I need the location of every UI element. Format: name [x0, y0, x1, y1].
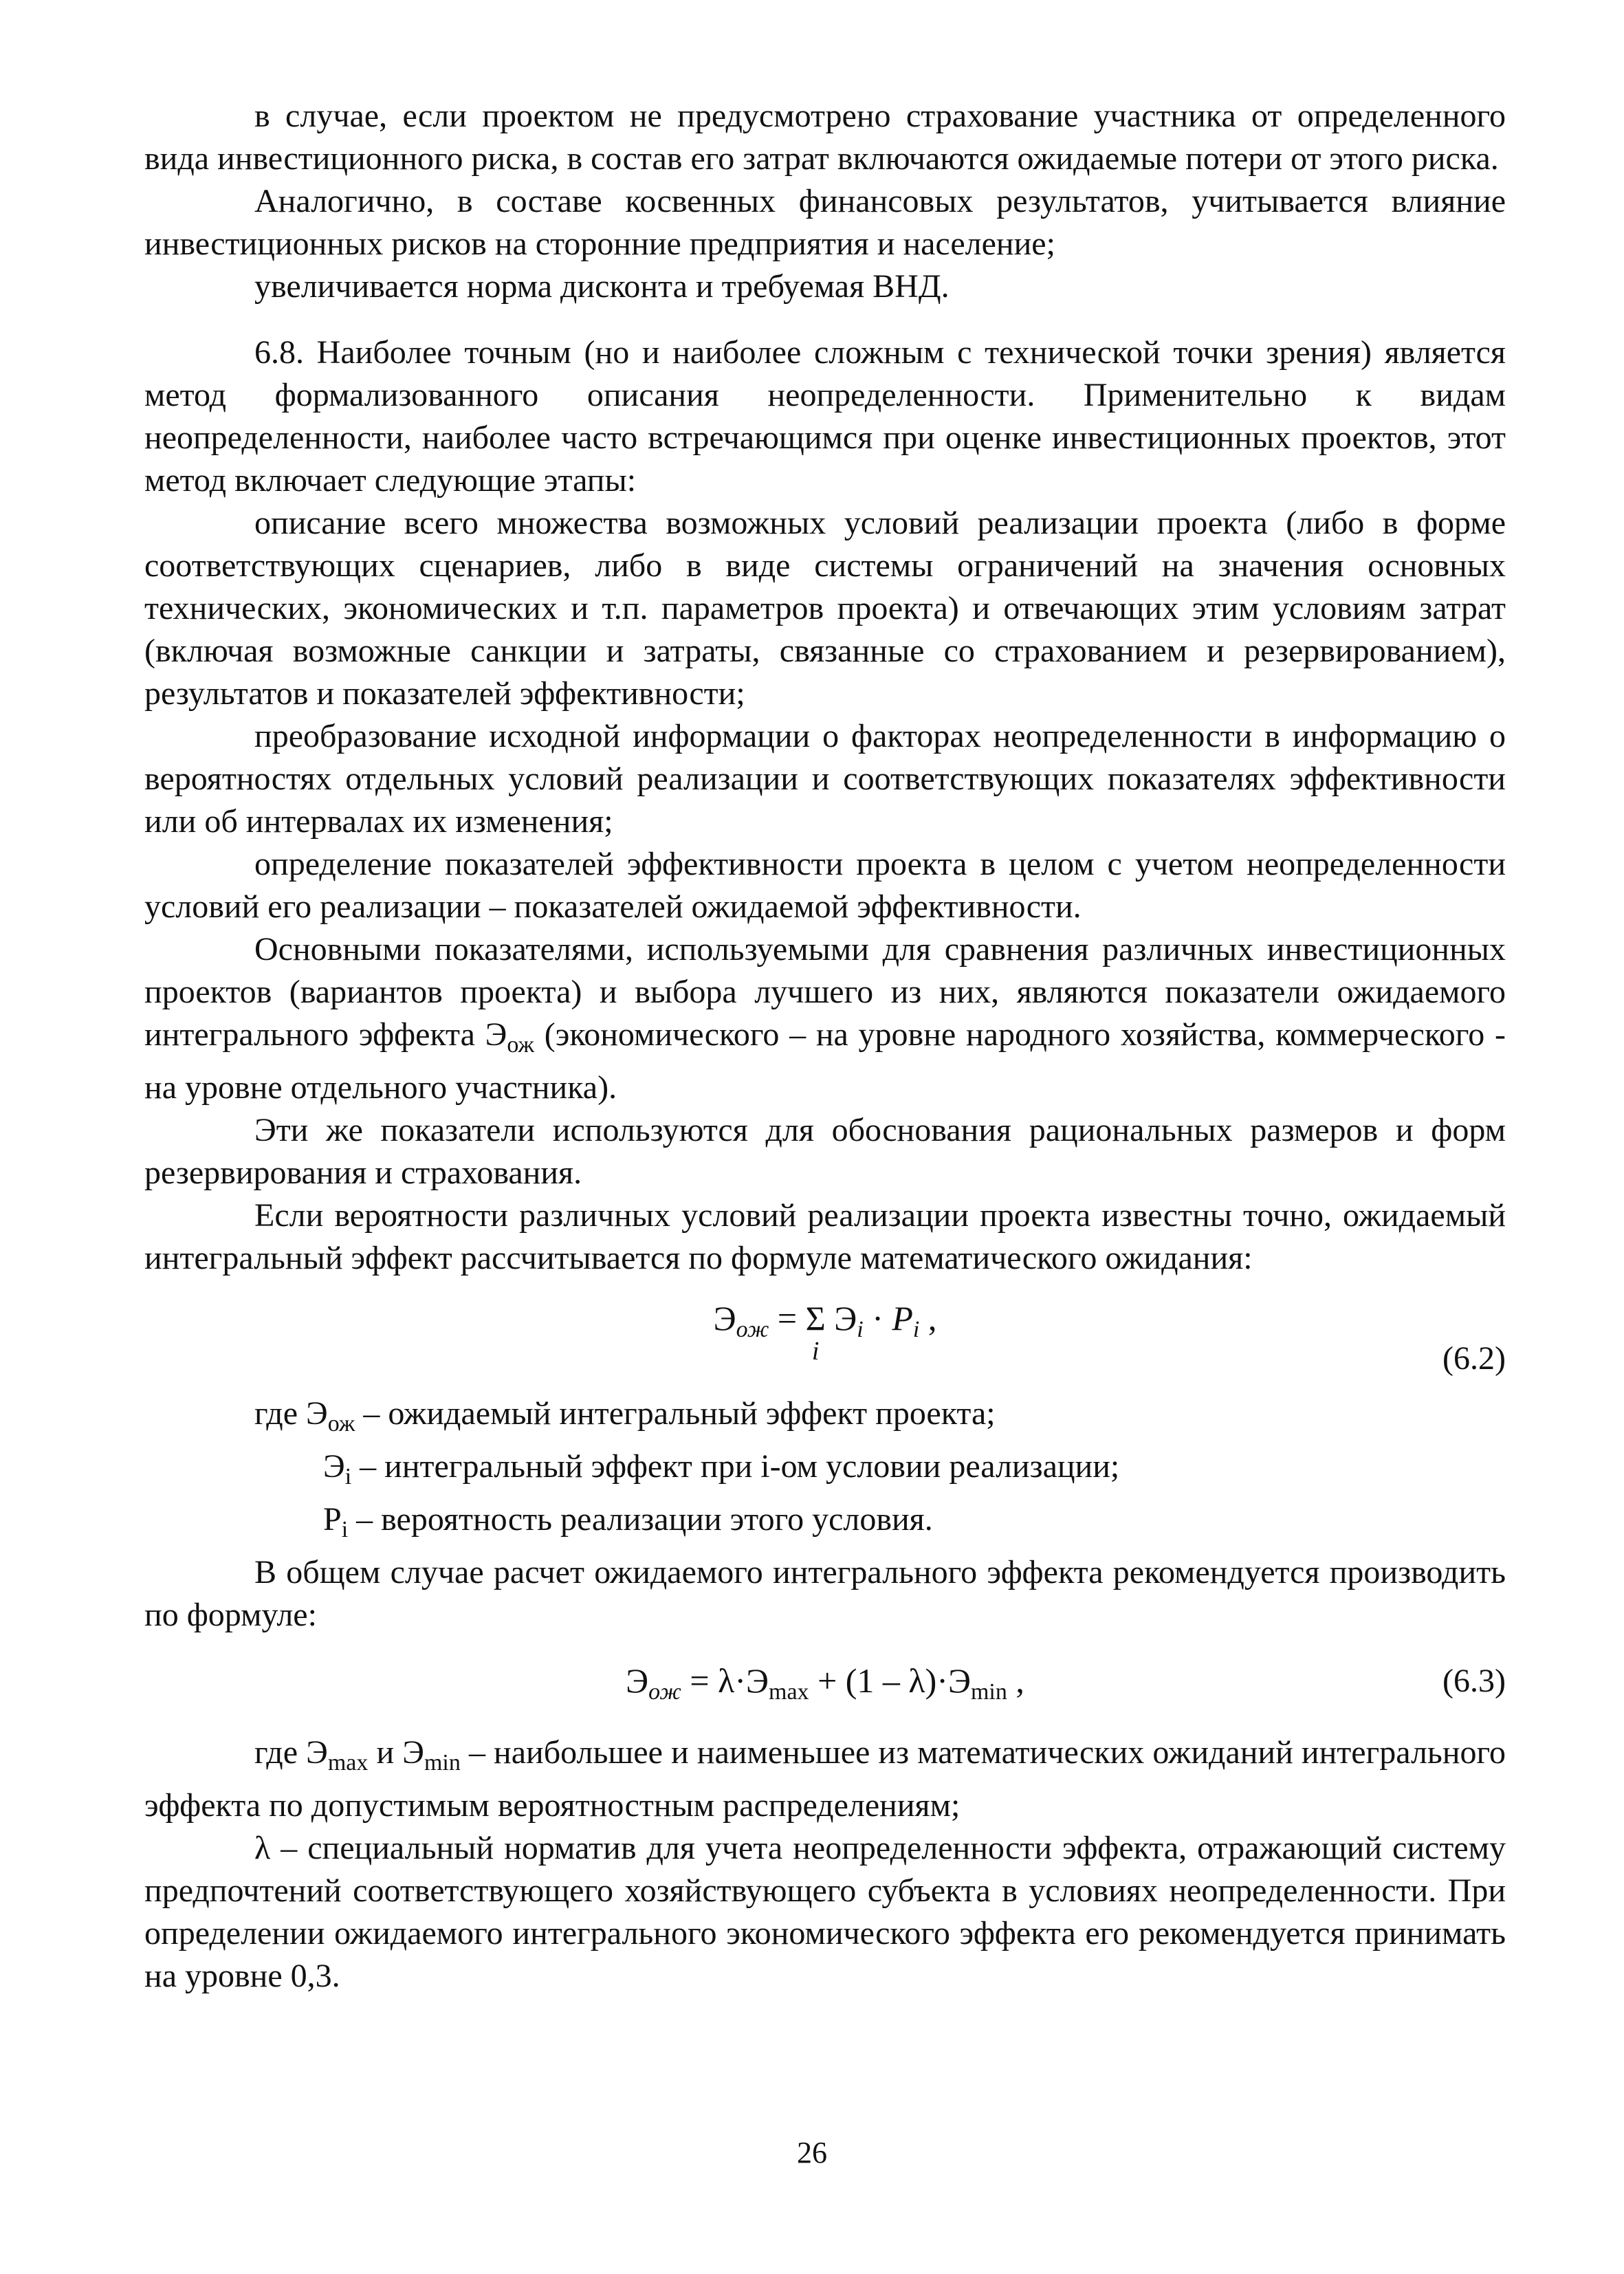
- formula-6-2-definitions: [144, 1392, 1506, 1551]
- formula-number-6-3: (6.3): [1442, 1663, 1506, 1699]
- document-page: [144, 95, 1506, 1998]
- formula-6-3-part1: = λ·Э: [681, 1661, 769, 1700]
- formula-6-3-part2: + (1 – λ)·Э: [809, 1661, 971, 1700]
- formula-6-2-p: P: [892, 1299, 913, 1337]
- page-number: 26: [797, 2136, 827, 2169]
- paragraph-general-case: В общем случае расчет ожидаемого интегрального эффекта рекомендуется производить по формуле:: [144, 1554, 1506, 1633]
- formula-6-2-eq: =: [769, 1299, 806, 1337]
- formula-6-2-lhs-sub: ож: [736, 1317, 769, 1342]
- def-1-text: – ожидаемый интегральный эффект проекта;: [355, 1395, 996, 1432]
- def-63-min: min: [424, 1750, 461, 1775]
- formula-6-3-lhs: Э: [626, 1661, 649, 1700]
- def-2-prefix: Э: [323, 1448, 345, 1485]
- main-indicators-sub: ож: [507, 1032, 535, 1058]
- formula-6-3-tail: ,: [1007, 1661, 1024, 1700]
- paragraph-risk-losses: в случае, если проектом не предусмотрено страхование участника от определенного вида инвестиционного риска, в состав его затрат включаются ожидаемые потери от этого риска.: [144, 98, 1506, 177]
- def-2-sub: i: [344, 1464, 352, 1489]
- section-6-8-intro: 6.8. Наиболее точным (но и наиболее сложным с технической точки зрения) является метод формализованного описания неопределенности. Применительно к видам неопределенности, наиболее часто встречающимся при оценке инвестиционных проектов, этот метод включает следующие этапы:: [144, 334, 1506, 499]
- formula-6-3-min: min: [970, 1679, 1007, 1705]
- sum-sign: Σ: [805, 1299, 826, 1337]
- paragraph-main-indicators: [144, 928, 1506, 1109]
- paragraph-if-probabilities: Если вероятности различных условий реализации проекта известны точно, ожидаемый интегральный эффект рассчитывается по формуле математического ожидания:: [144, 1197, 1506, 1276]
- def-1-sub: ож: [327, 1411, 355, 1436]
- formula-number-6-2: (6.2): [1442, 1340, 1506, 1377]
- def-2-text: – интегральный эффект при i-ом условии реализации;: [351, 1448, 1120, 1485]
- sum-index: i: [811, 1337, 820, 1366]
- def-3-prefix: P: [323, 1501, 342, 1538]
- paragraph-discount-rate: увеличивается норма дисконта и требуемая ВНД.: [254, 268, 950, 305]
- def-63-max: max: [327, 1750, 369, 1775]
- formula-6-2-lhs: Э: [713, 1299, 736, 1337]
- def-63-prefix: где Э: [254, 1734, 328, 1771]
- def-1-prefix: где Э: [254, 1395, 328, 1432]
- formula-6-3-block: [144, 1652, 1506, 1718]
- stage-transformation: преобразование исходной информации о факторах неопределенности в информацию о вероятностях отдельных условий реализации и соответствующих показателях эффективности или об интервалах их изменения;: [144, 718, 1506, 840]
- formula-6-2-term-sub: i: [857, 1317, 864, 1342]
- def-expected-effect: [254, 1392, 1506, 1445]
- def-63-text: – наибольшее и наименьшее из математических ожиданий интегрального эффекта по допустимым вероятностным распределениям;: [144, 1734, 1506, 1824]
- formula-6-2-tail: ,: [919, 1299, 937, 1337]
- formula-6-3: [144, 1660, 1506, 1713]
- formula-6-3-lhs-sub: ож: [648, 1679, 681, 1705]
- stage-determination: определение показателей эффективности проекта в целом с учетом неопределенности условий его реализации – показателей ожидаемой эффективности.: [144, 846, 1506, 925]
- main-indicators-after: (экономического – на уровне народного хозяйства, коммерческого - на уровне отдельного участника).: [144, 1016, 1506, 1106]
- formula-6-2-sum: [805, 1298, 826, 1366]
- def-probability: [254, 1498, 1506, 1551]
- main-indicators-before: Основными показателями, используемыми для сравнения различных инвестиционных проектов (вариантов проекта) и выбора лучшего из них, являются показатели ожидаемого интегрального эффекта Э: [144, 931, 1506, 1053]
- paragraph-max-min-definition: [144, 1731, 1506, 1827]
- paragraph-same-indicators: Эти же показатели используются для обоснования рациональных размеров и форм резервирования и страхования.: [144, 1112, 1506, 1191]
- paragraph-indirect-results: Аналогично, в составе косвенных финансовых результатов, учитывается влияние инвестиционных рисков на сторонние предприятия и население;: [144, 183, 1506, 262]
- formula-6-2-block: [144, 1289, 1506, 1392]
- stage-description: описание всего множества возможных условий реализации проекта (либо в форме соответствующих сценариев, либо в виде системы ограничений на значения основных технических, экономических и т.п. параметров проекта) и отвечающих этим условиям затрат (включая возможные санкции и затраты, связанные со страхованием и резервированием), результатов и показателей эффективности;: [144, 505, 1506, 712]
- def-63-mid: и Э: [368, 1734, 424, 1771]
- formula-6-2-p-sub: i: [912, 1317, 920, 1342]
- formula-6-2-term: Э: [825, 1299, 857, 1337]
- def-integral-effect-i: [254, 1445, 1506, 1498]
- def-3-text: – вероятность реализации этого условия.: [348, 1501, 933, 1538]
- formula-6-3-max: max: [769, 1679, 809, 1705]
- paragraph-lambda: λ – специальный норматив для учета неопределенности эффекта, отражающий систему предпочтений соответствующего хозяйствующего субъекта в условиях неопределенности. При определении ожидаемого интегрального экономического эффекта его рекомендуется принимать на уровне 0,3.: [144, 1830, 1506, 1994]
- formula-6-2-dot: ·: [863, 1299, 892, 1337]
- def-3-sub: i: [341, 1517, 349, 1542]
